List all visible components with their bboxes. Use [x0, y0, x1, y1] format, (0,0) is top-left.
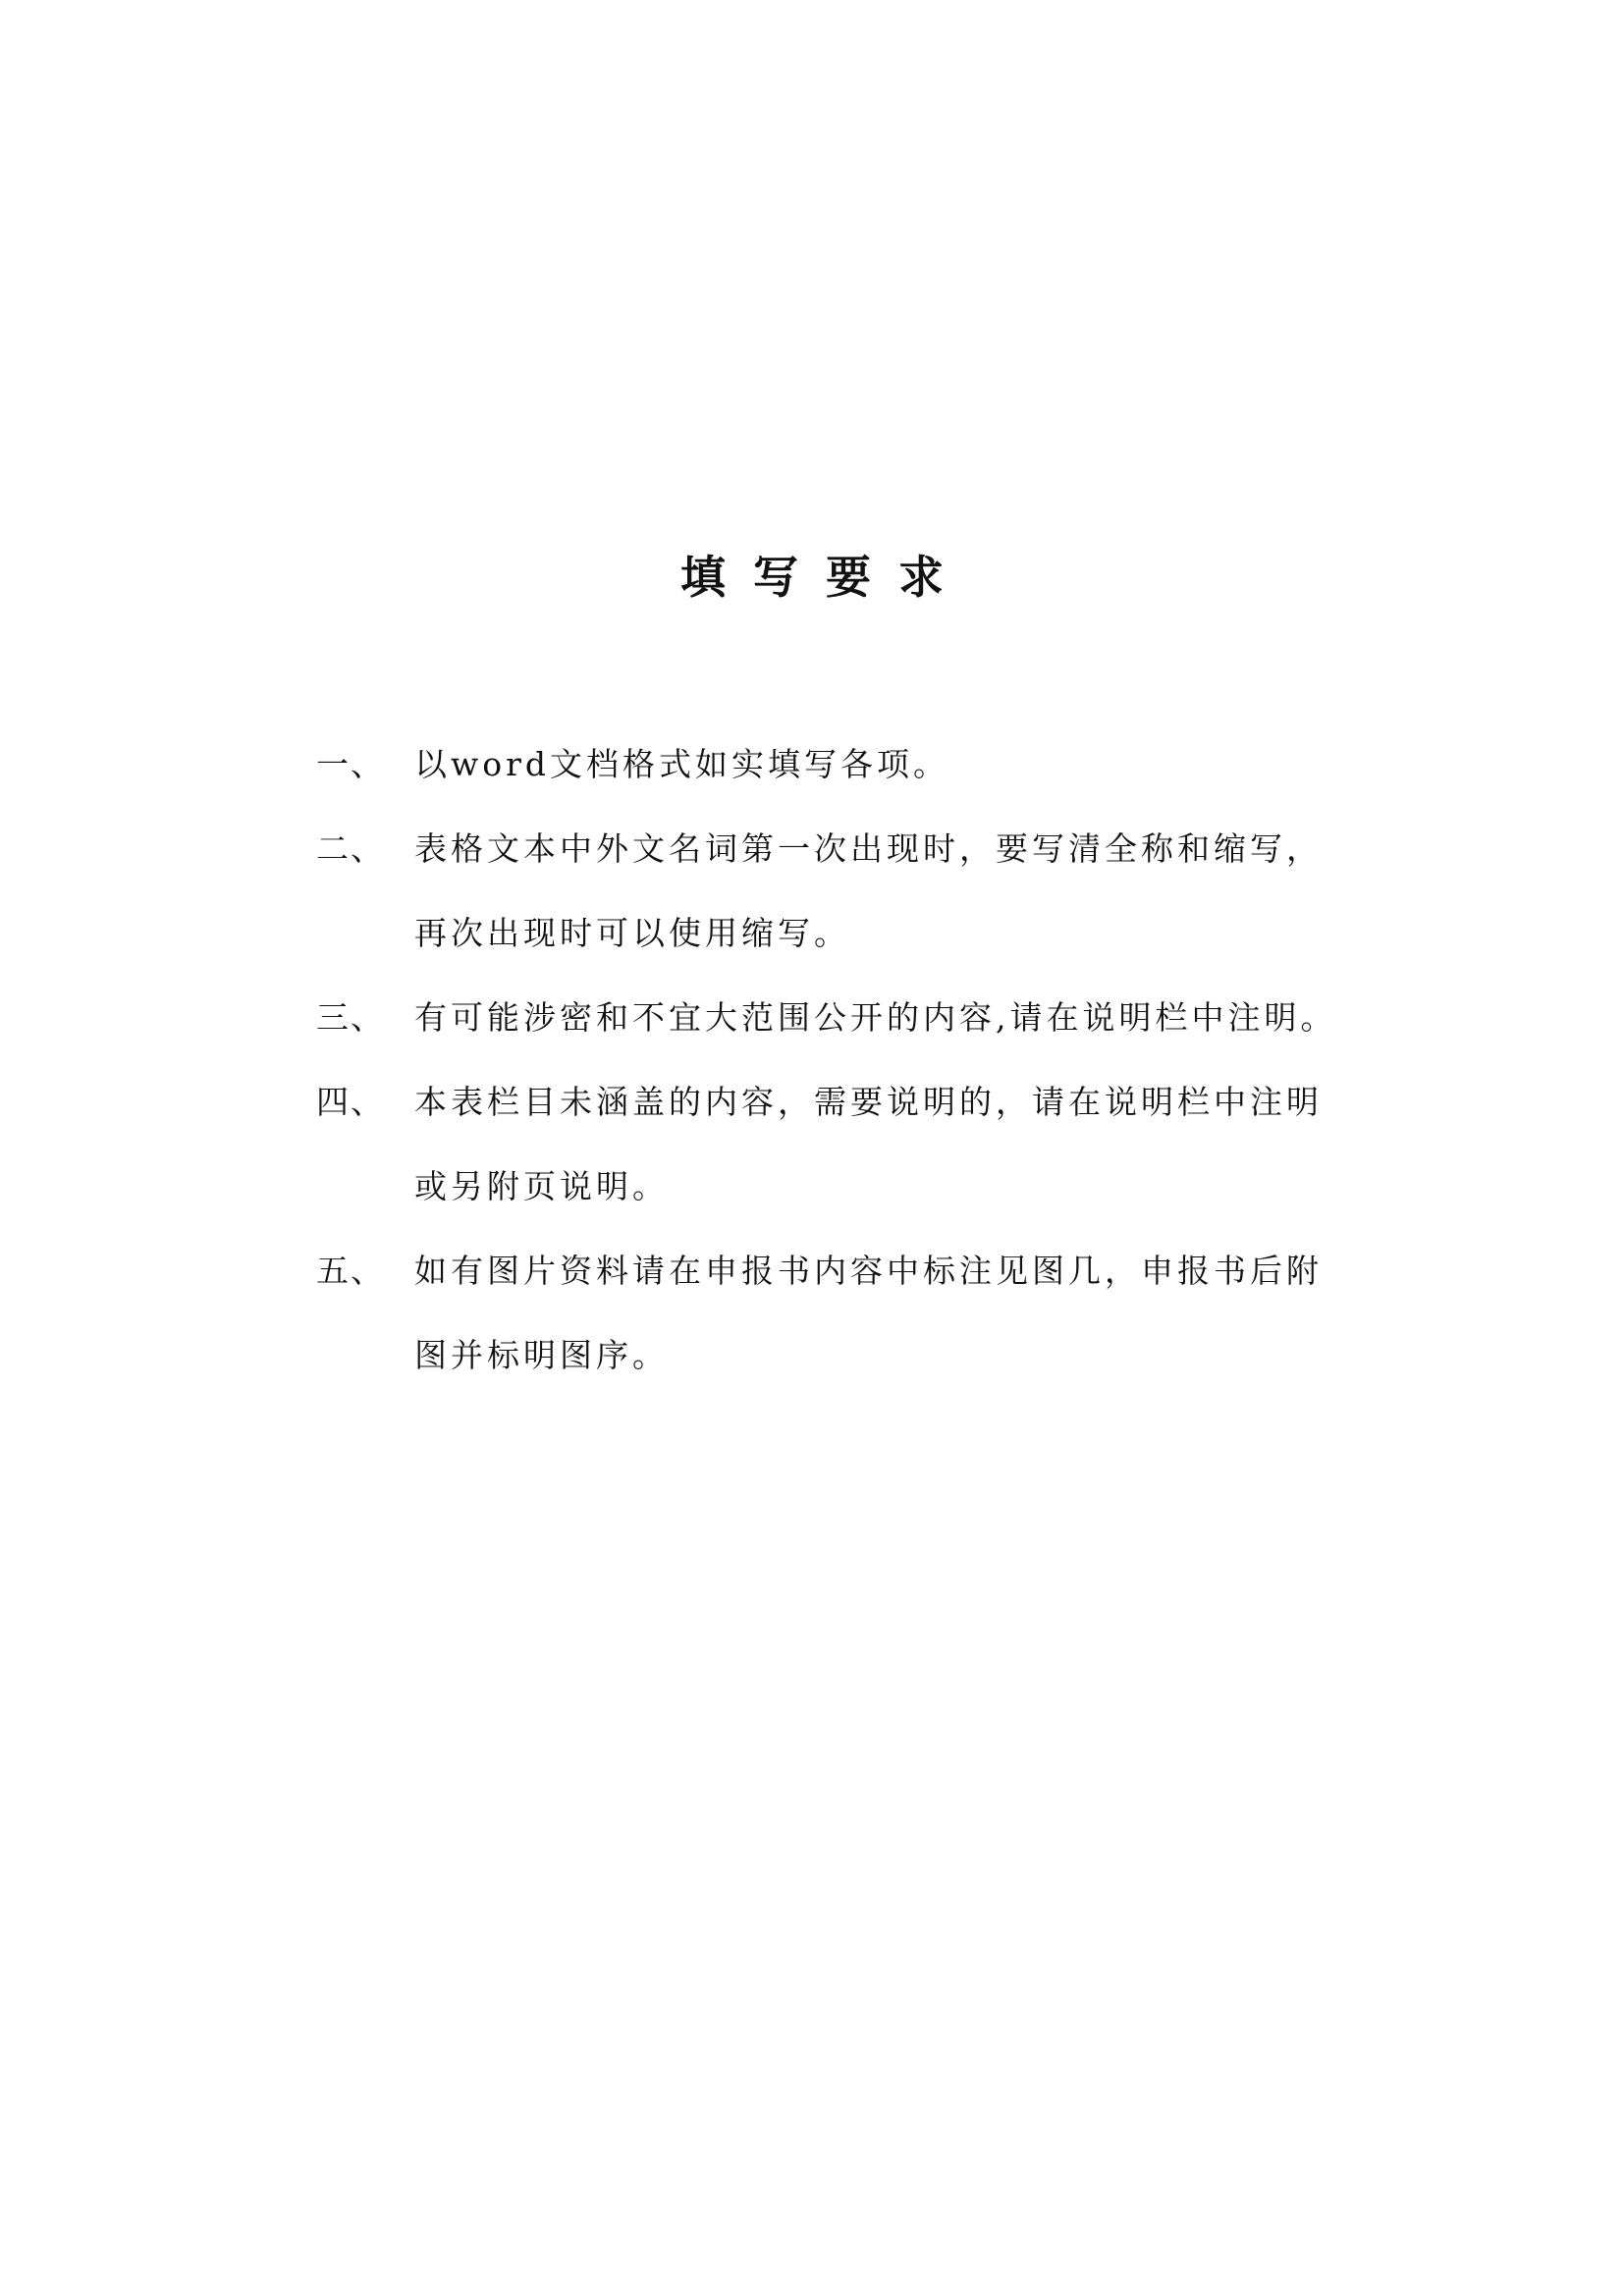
list-item — [316, 1229, 1396, 1398]
item-line: 或另附页说明。 — [414, 1167, 669, 1205]
requirements-list — [316, 722, 1396, 1398]
list-item — [316, 722, 1396, 807]
item-text — [414, 722, 1396, 807]
item-line: 有可能涉密和不宜大范围公开的内容,请在说明栏中注明。 — [414, 998, 1337, 1037]
item-line: 本表栏目未涵盖的内容，需要说明的，请在说明栏中注明 — [414, 1083, 1323, 1121]
item-number: 三、 — [316, 998, 385, 1037]
item-text — [414, 976, 1396, 1060]
list-item — [316, 807, 1396, 976]
item-line: 图并标明图序。 — [414, 1336, 669, 1374]
item-number: 四、 — [316, 1083, 385, 1121]
item-number: 二、 — [316, 829, 385, 868]
item-line: 以word文档格式如实填写各项。 — [414, 745, 950, 783]
item-text — [414, 1060, 1396, 1229]
item-text — [414, 807, 1396, 976]
item-line: 如有图片资料请在申报书内容中标注见图几，申报书后附 — [414, 1252, 1323, 1290]
item-line: 再次出现时可以使用缩写。 — [414, 914, 850, 952]
item-line: 表格文本中外文名词第一次出现时，要写清全称和缩写， — [414, 829, 1323, 868]
item-number: 五、 — [316, 1252, 385, 1290]
list-item — [316, 976, 1396, 1060]
page-title: 填写要求 — [680, 551, 971, 604]
list-item — [316, 1060, 1396, 1229]
item-text — [414, 1229, 1396, 1398]
item-number: 一、 — [316, 745, 385, 783]
